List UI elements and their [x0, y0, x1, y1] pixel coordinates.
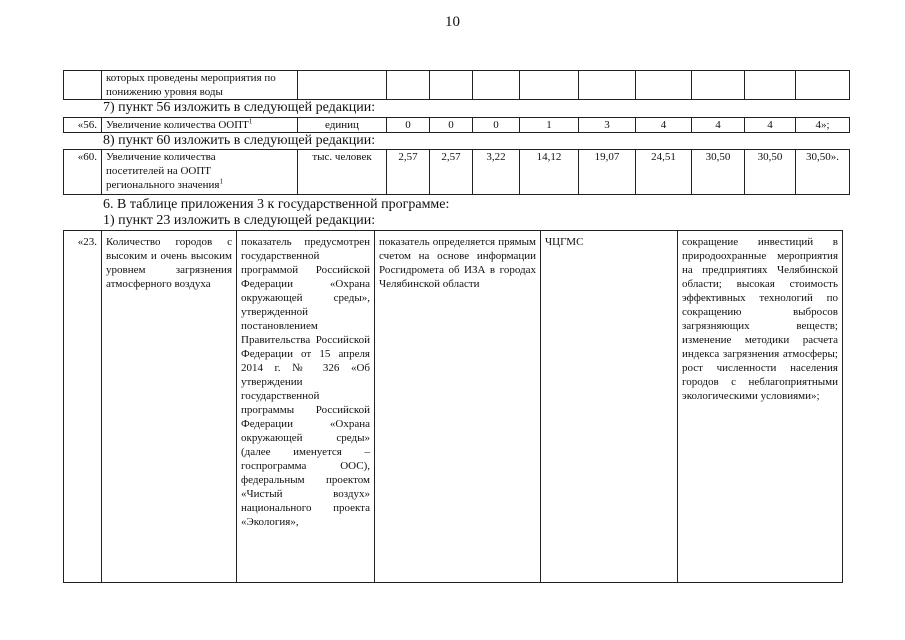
- value-cell: 3,22: [473, 150, 520, 195]
- value-cell: 24,51: [636, 150, 692, 195]
- table-row-60: [63, 149, 850, 195]
- value-cell: 30,50: [745, 150, 796, 195]
- indicator-basis: показатель предусмотрен государственной программой Российской Федерации «Охрана окружающей среды», утвержденной постановлением Правительства Российской Федерации от 15 апреля 2014 г. № 326 «Об утверждении государственной программы Российской Федерации «Охрана окружающей среды» (далее именуется – госпрограмма ООС), федеральным проектом «Чистый воздух» национального проекта «Экология»,: [237, 231, 375, 583]
- value-cell: 14,12: [520, 150, 579, 195]
- table-row: [64, 71, 850, 100]
- data-source: ЧЦГМС: [541, 231, 678, 583]
- value-cell: 3: [579, 118, 636, 133]
- value-cell: 1: [520, 118, 579, 133]
- influencing-factors: сокращение инвестиций в природоохранные мероприятия на предприятиях Челябинской области; высокая стоимость эффективных технологий по сокращению выбросов загрязняющих веществ; изменение методики расчета индекса загрязнения атмосферы; рост численности населения городов с неблагоприятными экологическими условиями»;: [678, 231, 843, 583]
- value-cell: 2,57: [387, 150, 430, 195]
- value-cell: 30,50».: [796, 150, 850, 195]
- value-cell: 0: [473, 118, 520, 133]
- calculation-method: показатель определяется прямым счетом на основе информации Росгидромета об ИЗА в городах Челябинской области: [375, 231, 541, 583]
- table-row: [64, 231, 843, 583]
- indicator-name: Увеличение количества посетителей на ООПТ регионального значения$^1$: [102, 150, 298, 195]
- value-cell: 4: [636, 118, 692, 133]
- value-cell: 2,57: [430, 150, 473, 195]
- unit: единиц: [298, 118, 387, 133]
- instruction-item-1: 1) пункт 23 изложить в следующей редакции:: [103, 213, 376, 228]
- value-cell: 0: [387, 118, 430, 133]
- value-cell: 30,50: [692, 150, 745, 195]
- row-number: «23.: [64, 231, 102, 583]
- row-number: «60.: [64, 150, 102, 195]
- cell-text: которых проведены мероприятия по понижению уровня воды: [102, 71, 298, 100]
- table-row: [64, 118, 850, 133]
- value-cell: 4: [745, 118, 796, 133]
- instruction-item-8: 8) пункт 60 изложить в следующей редакции:: [103, 133, 376, 148]
- instruction-section-6: 6. В таблице приложения 3 к государственной программе:: [103, 197, 450, 212]
- table-row-23: [63, 230, 843, 583]
- indicator-name: Количество городов с высоким и очень высоким уровнем загрязнения атмосферного воздуха: [102, 231, 237, 583]
- value-cell: 4»;: [796, 118, 850, 133]
- table-top-continuation: [63, 70, 850, 100]
- value-cell: 19,07: [579, 150, 636, 195]
- unit: тыс. человек: [298, 150, 387, 195]
- instruction-item-7: 7) пункт 56 изложить в следующей редакции:: [103, 100, 376, 115]
- row-number: «56.: [64, 118, 102, 133]
- indicator-name: Увеличение количества ООПТ$^1$: [102, 118, 298, 133]
- value-cell: 4: [692, 118, 745, 133]
- page-number: 10: [445, 14, 460, 30]
- table-row-56: [63, 117, 850, 133]
- table-row: [64, 150, 850, 195]
- value-cell: 0: [430, 118, 473, 133]
